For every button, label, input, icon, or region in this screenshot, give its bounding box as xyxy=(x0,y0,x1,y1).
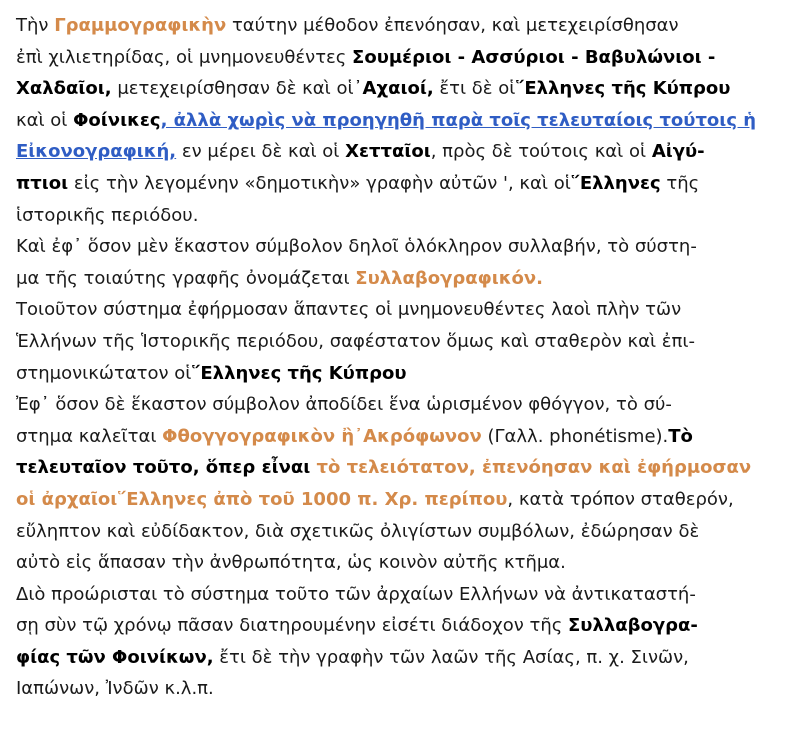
term-achaioi: Αχαιοί, xyxy=(362,78,434,100)
line-15-text xyxy=(16,452,751,484)
line-21-text xyxy=(16,642,689,674)
term-syllavografias-start: Συλλαβογρα- xyxy=(568,615,698,637)
plain-text: Ἑλλήνων τῆς Ἱστορικῆς περιόδου, σαφέστατον ὅμως καὶ σταθερὸν καὶ ἐπι- xyxy=(16,330,695,352)
plain-text: , πρὸς δὲ τούτοις καὶ οἱ xyxy=(430,141,652,163)
line-14-text xyxy=(16,421,693,453)
text-line-12 xyxy=(16,358,774,390)
term-chettaioi: Χετταῖοι xyxy=(345,141,431,163)
text-line-17 xyxy=(16,516,774,548)
plain-text: ἐπὶ χιλιετηρίδας, οἱ μνημονευθέντες xyxy=(16,46,353,68)
plain-text: ἱστορικῆς περιόδου. xyxy=(16,204,199,226)
bold-text: τελευταῖον τοῦτο, ὅπερ εἶναι xyxy=(16,457,311,479)
plain-text: , κατὰ τρόπον σταθερόν, xyxy=(507,488,734,510)
text-line-19 xyxy=(16,579,774,611)
text-line-15 xyxy=(16,452,774,484)
text-line-4 xyxy=(16,105,774,137)
plain-text: σῃ σὺν τῷ χρόνῳ πᾶσαν διατηρουμένην εἰσέτι διάδοχον τῆς xyxy=(16,615,569,637)
term-aigyptioi-end: πτιοι xyxy=(16,172,69,194)
plain-text: καὶ οἱ xyxy=(16,109,74,131)
text-line-18 xyxy=(16,547,774,579)
term-foinikes: Φοίνικες xyxy=(73,109,161,131)
plain-text: μα τῆς τοιαύτης γραφῆς ὀνομάζεται xyxy=(16,267,356,289)
term-chaldaioi: Χαλδαῖοι, xyxy=(16,78,112,100)
text-line-5 xyxy=(16,136,774,168)
text-line-22 xyxy=(16,673,774,705)
term-syllavografias-end: φίας τῶν Φοινίκων, xyxy=(16,646,214,668)
line-2-text xyxy=(16,42,715,74)
line-16-text xyxy=(16,484,734,516)
plain-text: εἰς τὴν λεγομένην «δημοτικὴν» γραφὴν αὐτῶν ', καὶ οἱ xyxy=(68,172,571,194)
text-line-1 xyxy=(16,10,774,42)
term-syllavografikon: Συλλαβογραφικόν. xyxy=(355,267,543,289)
hyperlink-eikonografiki[interactable]: Εἰκονογραφική, xyxy=(16,141,177,163)
term-aigyptioi-start: Αἰγύ- xyxy=(651,141,705,163)
plain-text: Καὶ ἐφ᾽ ὅσον μὲν ἕκαστον σύμβολον δηλοῖ ὁλόκληρον συλλαβήν, τὸ σύστη- xyxy=(16,236,697,258)
plain-text: στημονικώτατον οἱ xyxy=(16,362,192,384)
term-ellines-kyprou: ῞Ελληνες τῆς Κύπρου xyxy=(515,78,731,100)
plain-text: ἔτι δὲ οἱ xyxy=(433,78,516,100)
plain-text: ἔτι δὲ τὴν γραφὴν τῶν λαῶν τῆς Ασίας, π. χ. Σινῶν, xyxy=(213,646,689,668)
plain-text: μετεχειρίσθησαν δὲ καὶ οἱ᾽ xyxy=(111,78,363,100)
term-fthoggografikon: Φθογγογραφικὸν ἢ᾽Ακρόφωνον xyxy=(162,425,482,447)
line-6-text xyxy=(16,168,699,200)
term-ellines-kyprou: ῞Ελληνες τῆς Κύπρου xyxy=(191,362,407,384)
plain-text: τῆς xyxy=(660,172,700,194)
text-line-16 xyxy=(16,484,774,516)
line-1-text xyxy=(16,10,679,42)
line-5-text xyxy=(16,136,705,168)
plain-text: (Γαλλ. phonétisme). xyxy=(481,425,669,447)
plain-text: αὐτὸ εἰς ἅπασαν τὴν ἀνθρωπότητα, ὡς κοινὸν αὐτῆς κτῆμα. xyxy=(16,552,566,574)
plain-text: στημα καλεῖται xyxy=(16,425,163,447)
plain-text: Διὸ προώρισται τὸ σύστημα τοῦτο τῶν ἀρχαίων Ελλήνων νὰ ἀντικαταστή- xyxy=(16,583,696,605)
hyperlink-text[interactable]: , ἀλλὰ χωρὶς νὰ προηγηθῆ παρὰ τοῖς τελευταίοις τούτοις ἡ xyxy=(160,109,757,131)
line-3-text xyxy=(16,73,730,105)
term-to: Τὸ xyxy=(668,425,693,447)
plain-text: εὔληπτον καὶ εὐδίδακτον, διὰ σχετικῶς ὀλιγίστων συμβόλων, ἐδώρησαν δὲ xyxy=(16,520,700,542)
text-line-13 xyxy=(16,389,774,421)
highlight-text: οἱ ἀρχαῖοι῞Ελληνες ἀπὸ τοῦ 1000 π. Χρ. περίπου xyxy=(16,488,508,510)
line-20-text xyxy=(16,610,698,642)
text-line-3 xyxy=(16,73,774,105)
plain-text: Τὴν xyxy=(16,15,55,36)
term-ellines: ῞Ελληνες xyxy=(570,172,661,194)
text-line-6 xyxy=(16,168,774,200)
text-line-8 xyxy=(16,231,774,263)
document-body xyxy=(16,10,774,705)
text-line-14 xyxy=(16,421,774,453)
plain-text: ταύτην μέθοδον ἐπενόησαν, καὶ μετεχειρίσθησαν xyxy=(226,15,679,36)
plain-text: Ιαπώνων, Ἰνδῶν κ.λ.π. xyxy=(16,678,214,700)
plain-text: εν μέρει δὲ καὶ οἱ xyxy=(176,141,346,163)
plain-text: Ἐφ᾽ ὅσον δὲ ἕκαστον σύμβολον ἀποδίδει ἕνα ὡρισμένον φθόγγον, τὸ σύ- xyxy=(16,394,672,416)
plain-text: Τοιοῦτον σύστημα ἐφήρμοσαν ἅπαντες οἱ μνημονευθέντες λαοὶ πλὴν τῶν xyxy=(16,299,682,321)
text-line-10 xyxy=(16,294,774,326)
text-line-9 xyxy=(16,263,774,295)
highlight-text: τὸ τελειότατον, ἐπενόησαν καὶ ἐφήρμοσαν xyxy=(310,457,752,479)
text-line-20 xyxy=(16,610,774,642)
term-grammografiki: Γραμμογραφικὴν xyxy=(54,15,227,36)
text-line-21 xyxy=(16,642,774,674)
text-line-11 xyxy=(16,326,774,358)
text-line-7 xyxy=(16,200,774,232)
peoples-list: Σουμέριοι - Ασσύριοι - Βαβυλώνιοι - xyxy=(352,46,716,68)
text-line-2 xyxy=(16,42,774,74)
